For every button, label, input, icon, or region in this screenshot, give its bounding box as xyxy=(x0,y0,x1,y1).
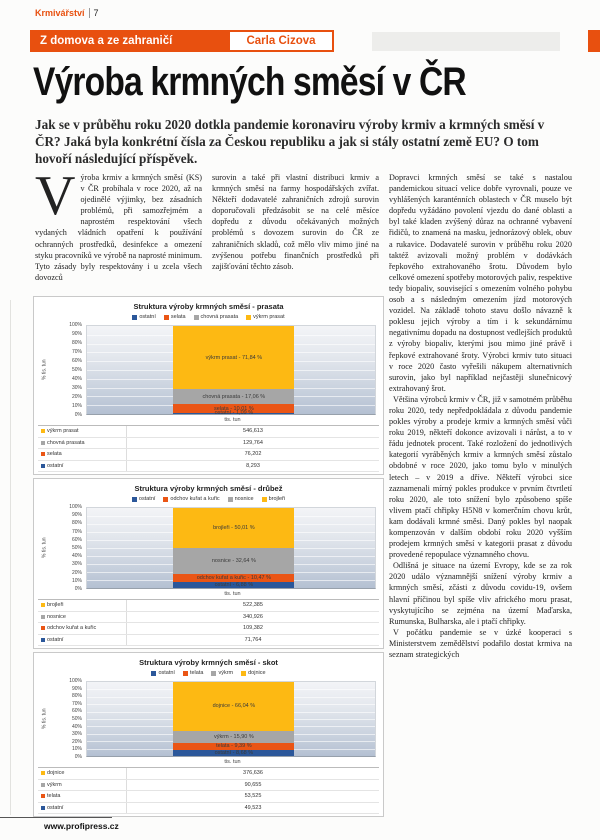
table-value-cell: 49,523 xyxy=(126,803,379,814)
body-paragraph: V počátku pandemie se v úzké kooperaci s Ministerstvem zemědělství podařilo dostat krmiva na seznam strategických xyxy=(389,627,572,660)
y-axis-tick: 90% xyxy=(71,331,82,337)
table-key-label: odchov kuřat a kuřic xyxy=(47,625,97,632)
legend-label: ostatní xyxy=(158,670,175,676)
table-value-cell: 340,926 xyxy=(126,612,379,623)
table-key-label: brojleři xyxy=(47,602,64,609)
y-axis-tick: 70% xyxy=(71,700,82,707)
table-key-swatch-icon xyxy=(41,794,45,798)
legend-item xyxy=(132,314,156,320)
table-key-label: nosnice xyxy=(47,613,66,620)
bar-segment-label: selata - 10,01 % xyxy=(213,405,254,412)
table-row xyxy=(38,600,379,612)
x-axis-title: tis. tun xyxy=(224,591,241,597)
table-key-swatch-icon xyxy=(41,452,45,456)
table-row xyxy=(38,438,379,450)
table-key-swatch-icon xyxy=(41,771,45,775)
bar-segment-odchov-kuřat-a-kuřic xyxy=(173,574,294,582)
y-axis-tick: 10% xyxy=(71,403,82,409)
plot-background xyxy=(86,325,376,415)
bar-segment-label: chovná prasata - 17,06 % xyxy=(202,393,266,400)
y-axis-tick: 50% xyxy=(71,716,82,722)
table-value-cell: 53,525 xyxy=(126,791,379,802)
table-row xyxy=(38,791,379,803)
y-axis-tick: 90% xyxy=(71,685,82,692)
legend-swatch-icon xyxy=(151,671,156,676)
table-key-cell xyxy=(38,803,126,814)
bar-segment-výkrm xyxy=(173,731,294,743)
y-axis-tick: 40% xyxy=(71,723,82,730)
legend-swatch-icon xyxy=(132,315,137,320)
y-axis-tick: 0% xyxy=(74,412,82,418)
table-key-cell xyxy=(38,600,126,611)
table-key-swatch-icon xyxy=(41,783,45,787)
y-axis-tick: 100% xyxy=(69,504,82,510)
chart-prasata xyxy=(33,296,384,475)
bar-segment-label: nosnice - 32,64 % xyxy=(211,558,256,565)
legend-label: chovná prasata xyxy=(200,314,239,320)
y-axis-tick: 60% xyxy=(71,358,82,364)
chart-skot xyxy=(33,652,384,817)
bar-segment-ostatní xyxy=(173,410,294,417)
table-key-cell xyxy=(38,449,126,460)
body-column-1 xyxy=(35,172,202,295)
y-axis-tick: 60% xyxy=(71,536,82,543)
y-axis-tick: 10% xyxy=(71,746,82,753)
bar-segment-chovná-prasata xyxy=(173,389,294,404)
y-axis-tick: 40% xyxy=(71,553,82,560)
legend-item xyxy=(151,670,175,676)
bar-segment-label: ostatní - 8,68 % xyxy=(214,749,254,756)
table-row xyxy=(38,449,379,461)
table-key-swatch-icon xyxy=(41,638,45,642)
table-key-swatch-icon xyxy=(41,806,45,810)
table-key-swatch-icon xyxy=(41,626,45,630)
legend-item xyxy=(164,314,186,320)
legend-label: selata xyxy=(170,314,186,320)
publisher-url: www.profipress.cz xyxy=(44,821,119,831)
chart-data-table xyxy=(38,599,379,646)
table-value-cell: 8,293 xyxy=(126,461,379,472)
legend-swatch-icon xyxy=(164,315,169,320)
bar-segment-telata xyxy=(173,743,294,750)
bar-segment-label: výkrm - 15,90 % xyxy=(214,733,254,740)
table-row xyxy=(38,768,379,780)
drop-cap: V xyxy=(35,172,76,227)
body-paragraph: Dopravci krmných směsí se také s nastalou pandemickou situací velice dobře vyrovnali, pouze ve vyhlášených karanténních oblastech v ČR muselo být dopředu vyžádáno povolení vjezdu do dané oblasti a byl také kladen zvýšený důraz na ochranné vybavení řidičů, to znamená na masku, jednorázový oblek, obuv a rukavice. Dodavatelé surovin v průběhu roku 2020 taktéž avizovali možný problém v dodávkách řepkového extrahovaného šrotu. Důvodem bylo celkové omezení spotřeby motorových paliv, respektive tedy biopaliv, související s omezením volného pohybu osob a s následným omezením jízd motorových vozidel. Na základě tohoto stavu došlo návazně k poklesu jejich výroby a tím i k sekundárnímu negativnímu dopadu na dostupnost vedlejších produktů z výroby biopaliv, kterými jsou mimo jiné právě i řepkové extrahované šroty. Výrobci krmiv tuto situaci v roce 2020 často vyřešili nákupem alternativních surovin, jako byl například nejčastěji slunečnicový extrahovaný šrot. xyxy=(389,173,572,393)
legend-item xyxy=(183,670,203,676)
table-value-cell: 71,764 xyxy=(126,635,379,646)
y-axis-title: % tis. tun xyxy=(41,537,48,559)
legend-item xyxy=(228,496,254,502)
table-key-cell xyxy=(38,791,126,802)
chart-legend xyxy=(38,669,379,679)
table-key-label: výkrm xyxy=(47,781,62,788)
table-key-swatch-icon xyxy=(41,429,45,433)
table-row xyxy=(38,780,379,792)
page-number: 7 xyxy=(89,8,99,18)
chart-legend xyxy=(38,495,379,505)
body-column-3 xyxy=(389,172,572,820)
table-key-swatch-icon xyxy=(41,441,45,445)
bar-segment-label: odchov kuřat a kuřic - 10,47 % xyxy=(196,575,272,582)
y-axis-tick: 30% xyxy=(71,731,82,738)
table-row xyxy=(38,803,379,815)
legend-item xyxy=(194,314,239,320)
body-paragraph: Odlišná je situace na území Evropy, kde se za rok 2020 událo významnější snížení výroby krmiv a krmných směsí, zčásti z důvodu covidu-19, ovšem hlavní příčinou byl spíše vliv afrického moru prasat, vyskytujícího se zejména na území Maďarska, Rumunska, Bulharska, ale i ptačí chřipky. xyxy=(389,561,572,626)
table-key-label: telata xyxy=(47,793,61,800)
y-axis-tick: 0% xyxy=(74,754,82,760)
y-axis-tick: 20% xyxy=(71,738,82,745)
y-axis-tick: 100% xyxy=(69,678,82,684)
table-row xyxy=(38,461,379,473)
table-key-swatch-icon xyxy=(41,603,45,607)
y-axis-tick: 50% xyxy=(71,367,82,373)
chart-data-table xyxy=(38,425,379,472)
legend-item xyxy=(163,496,219,502)
table-key-swatch-icon xyxy=(41,615,45,619)
bar-segment-výkrm-prasat xyxy=(173,326,294,389)
legend-item xyxy=(241,670,265,676)
legend-swatch-icon xyxy=(262,497,267,502)
y-axis-tick: 50% xyxy=(71,545,82,551)
y-axis-tick: 80% xyxy=(71,520,82,527)
corner-accent-block xyxy=(588,30,600,52)
y-axis-title: % tis. tun xyxy=(41,359,48,381)
legend-label: nosnice xyxy=(234,496,254,502)
table-key-label: selata xyxy=(47,451,62,458)
section-banner xyxy=(30,30,228,52)
legend-label: ostatní xyxy=(138,496,156,502)
y-axis-tick: 100% xyxy=(69,322,82,328)
masthead-title: Krmivářství xyxy=(35,8,85,18)
table-key-label: ostatní xyxy=(47,636,64,643)
stacked-bar xyxy=(173,682,294,756)
y-axis-tick: 80% xyxy=(71,693,82,700)
table-key-label: dojnice xyxy=(47,770,65,777)
y-axis-tick: 40% xyxy=(71,376,82,382)
bar-segment-nosnice xyxy=(173,548,294,574)
table-key-cell xyxy=(38,768,126,779)
bar-segment-label: telata - 9,39 % xyxy=(216,743,252,750)
section-label: Z domova a ze zahraničí xyxy=(40,35,173,47)
legend-swatch-icon xyxy=(228,497,233,502)
table-key-cell xyxy=(38,623,126,634)
table-row xyxy=(38,612,379,624)
chart-plot-area xyxy=(41,678,376,760)
legend-item xyxy=(211,670,233,676)
bar-segment-label: výkrm prasat - 71,84 % xyxy=(205,354,263,361)
bar-segment-label: ostatní - 1,09 % xyxy=(214,410,254,417)
chart-title: Struktura výroby krmných směsí - drůbež xyxy=(134,484,283,493)
legend-label: telata xyxy=(189,670,204,676)
y-axis-tick: 30% xyxy=(71,561,82,568)
y-axis-tick: 90% xyxy=(71,512,82,519)
table-value-cell: 522,385 xyxy=(126,600,379,611)
table-key-label: chovná prasata xyxy=(47,439,85,446)
bar-segment-ostatní xyxy=(173,582,294,588)
body-paragraph: Většina výrobců krmiv v ČR, již v samotném průběhu roku 2020, tedy nepředpokládala z důvodu pandemie pokles výroby a prodeje krmiv a krmných směsí vůči roku 2019, někteří dokonce avizovali i nárůst, a to v řádu jednotek procent. Také rozložení do jednotlivých kategorií vyráběných krmiv a krmných směsí zůstalo obdobné v roce 2020, jako tomu bylo v minulých letech – v 2019 a dříve. Někteří výrobci sice zaznamenali mírný pokles produkce v prvním čtvrtletí roku 2020, ale toto snížení bylo způsobeno spíše vlivem ptačí chřipky H5N8 v komerčním chovu krůt, kam dodávali krmné směsi. Daný pokles byl naopak kompenzován v dalším období roku 2020 vyšším prodejem krmných směsí v kategorii prasat z důvodu provedené repopulace významného chovu. xyxy=(389,394,572,560)
legend-label: dojnice xyxy=(248,670,266,676)
chart-plot-area xyxy=(41,322,376,418)
body-column-2 xyxy=(212,172,379,312)
print-bleed-strip xyxy=(372,32,560,51)
table-row xyxy=(38,635,379,647)
legend-label: ostatní xyxy=(139,314,156,320)
table-value-cell: 90,655 xyxy=(126,780,379,791)
legend-swatch-icon xyxy=(132,497,137,502)
table-row xyxy=(38,426,379,438)
table-key-cell xyxy=(38,461,126,472)
table-value-cell: 546,613 xyxy=(126,426,379,437)
chart-drubez xyxy=(33,478,384,649)
table-key-cell xyxy=(38,438,126,449)
table-value-cell: 76,202 xyxy=(126,449,379,460)
legend-swatch-icon xyxy=(183,671,188,676)
table-key-cell xyxy=(38,635,126,646)
bar-segment-brojleři xyxy=(173,508,294,548)
y-axis-tick: 80% xyxy=(71,340,82,346)
body-column-2-text: surovin a také při vlastní distribuci krmiv a krmných směsí na farmy hospodářských zvířat. Někteří dodavatelé zahraničních zdrojů surovin doporučovali předzásobit se na celé měsíce dopředu z důvodu očekávaných možných problémů s dovozem surovin do ČR ze zahraničních skladů, což mělo vliv mimo jiné na zvýšenou potřebu finančních prostředků při zajišťování těchto zásob. xyxy=(212,173,379,271)
table-key-label: ostatní xyxy=(47,462,64,469)
legend-label: odchov kuřat a kuřic xyxy=(170,496,220,502)
chart-title: Struktura výroby krmných směsí - skot xyxy=(139,658,278,667)
table-key-swatch-icon xyxy=(41,464,45,468)
y-axis-tick: 70% xyxy=(71,528,82,535)
body-column-1-text: ýroba krmiv a krmných směsí (KS) v ČR probíhala v roce 2020, až na ojedinělé výjimky, bez zásadních problémů, při samozřejmém a naprostém respektování všech vydaných vládních opatření k používání ochranných prostředků, desinfekce a omezení styku pracovníků ve výrobě na naprosté minimum. Tyto zásady byly respektovány i u zcela všech dovozců xyxy=(35,173,202,282)
table-value-cell: 109,382 xyxy=(126,623,379,634)
legend-swatch-icon xyxy=(163,497,168,502)
article-lede: Jak se v průběhu roku 2020 dotkla pandemie koronaviru výroby krmiv a krmných směsí v ČR? Jaká byla konkrétní čísla za Českou republiku a jak si stály ostatní země EU? O tom hovoří následující příspěvek. xyxy=(35,117,545,166)
legend-item xyxy=(132,496,156,502)
author-box xyxy=(228,30,334,52)
legend-label: výkrm prasat xyxy=(253,314,285,320)
legend-item xyxy=(246,314,284,320)
stacked-bar xyxy=(173,326,294,417)
table-value-cell: 129,764 xyxy=(126,438,379,449)
bar-segment-ostatní xyxy=(173,750,294,756)
plot-background xyxy=(86,681,376,757)
y-axis-tick: 0% xyxy=(74,586,82,592)
masthead xyxy=(35,8,99,18)
y-axis-tick: 10% xyxy=(71,577,82,584)
footer-rule xyxy=(0,817,112,818)
chart-title: Struktura výroby krmných směsí - prasata xyxy=(133,302,284,311)
legend-item xyxy=(262,496,286,502)
legend-swatch-icon xyxy=(241,671,246,676)
legend-label: výkrm xyxy=(218,670,234,676)
table-key-label: výkrm prasat xyxy=(47,428,79,435)
legend-label: brojleři xyxy=(268,496,286,502)
table-key-cell xyxy=(38,780,126,791)
plot-background xyxy=(86,507,376,589)
chart-data-table xyxy=(38,767,379,814)
y-axis-tick: 60% xyxy=(71,708,82,715)
y-axis-title: % tis. tun xyxy=(41,708,48,730)
article-title: Výroba krmných směsí v ČR xyxy=(33,60,466,104)
stacked-bar xyxy=(173,508,294,588)
scan-edge-line xyxy=(10,300,11,815)
chart-legend xyxy=(38,313,379,323)
legend-swatch-icon xyxy=(246,315,251,320)
author-name: Carla Cizova xyxy=(246,35,316,47)
x-axis-title: tis. tun xyxy=(224,417,241,423)
legend-swatch-icon xyxy=(211,671,216,676)
x-axis-title: tis. tun xyxy=(224,759,241,765)
table-key-cell xyxy=(38,612,126,623)
y-axis-tick: 30% xyxy=(71,385,82,391)
bar-segment-dojnice xyxy=(173,682,294,731)
y-axis-tick: 70% xyxy=(71,349,82,355)
bar-segment-label: dojnice - 66,04 % xyxy=(212,703,256,710)
chart-plot-area xyxy=(41,504,376,592)
table-key-label: ostatní xyxy=(47,804,64,811)
table-row xyxy=(38,623,379,635)
table-key-cell xyxy=(38,426,126,437)
bar-segment-label: brojleři - 50,01 % xyxy=(213,525,255,531)
legend-swatch-icon xyxy=(194,315,199,320)
bar-segment-label: ostatní - 6,88 % xyxy=(214,582,254,589)
table-value-cell: 376,636 xyxy=(126,768,379,779)
y-axis-tick: 20% xyxy=(71,569,82,576)
y-axis-tick: 20% xyxy=(71,394,82,400)
